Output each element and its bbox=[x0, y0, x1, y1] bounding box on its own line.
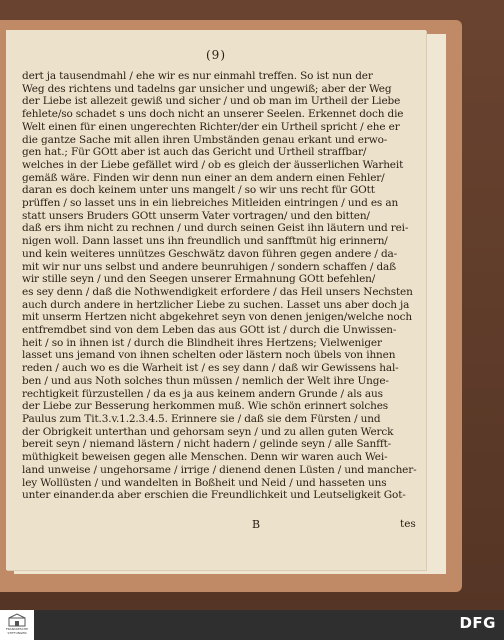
institution-logo[interactable] bbox=[0, 610, 34, 640]
text-line: lasset uns jemand von ihnen schelten oder lästern noch übels von ihnen bbox=[22, 349, 396, 362]
text-line: fehlete/so schadet s uns doch nicht an unserer Seelen. Erkennet doch die bbox=[22, 108, 404, 121]
text-line: gemäß wäre. Finden wir denn nun einer an dem andern einen Fehler/ bbox=[22, 171, 385, 184]
dfg-logo[interactable]: DFG bbox=[459, 614, 496, 632]
text-line: unter einander.da aber erschien die Freundlichkeit und Leutseligkeit Got- bbox=[22, 489, 406, 502]
text-line: müthigkeit beweisen gegen alle Menschen. Denn wir waren auch Wei- bbox=[22, 451, 388, 464]
text-line: der Obrigkeit unterthan und gehorsam seyn / und zu allen guten Werck bbox=[22, 425, 394, 438]
text-line: daß ers ihm nicht zu rechnen / und durch seinen Geist ihn läutern und rei- bbox=[22, 222, 409, 235]
foundation-logo-icon bbox=[8, 613, 26, 627]
text-line: statt unsers Bruders GOtt unserm Vater vortragen/ und den bitten/ bbox=[22, 209, 370, 222]
text-line: der Liebe zur Besserung herkommen muß. Wie schön erinnert solches bbox=[22, 400, 389, 413]
signature-mark: B bbox=[252, 518, 261, 531]
text-line: reden / auch wo es die Warheit ist / es sey dann / daß wir Gewissens hal- bbox=[22, 362, 399, 375]
text-line: bereit seyn / niemand lästern / nicht hadern / gelinde seyn / alle Sanfft- bbox=[22, 438, 392, 451]
text-line: land unweise / ungehorsame / irrige / dienend denen Lüsten / und mancher- bbox=[22, 463, 417, 476]
text-line: der Liebe ist allezeit gewiß und sicher / und ob man im Urtheil der Liebe bbox=[22, 95, 401, 108]
text-line: die gantze Sache mit allen ihren Umbständen genau erkant und erwo- bbox=[22, 133, 388, 146]
text-line: Weg des richtens und tadelns gar unsicher und ungewiß; aber der Weg bbox=[22, 82, 392, 95]
page-text-block bbox=[22, 70, 422, 502]
text-line: prüffen / so lasset uns in ein liebreiches Mitleiden eintringen / und es an bbox=[22, 197, 399, 210]
text-line: es sey denn / daß die Nothwendigkeit erfordere / das Heil unsers Nechsten bbox=[22, 285, 413, 298]
book-page bbox=[6, 30, 426, 570]
text-line: welches in der Liebe gefället wird / ob es gleich der äusserlichen Warheit bbox=[22, 158, 404, 171]
text-line: mit wir nur uns selbst und andere beunruhigen / sondern schaffen / daß bbox=[22, 260, 396, 273]
text-line: Paulus zum Tit.3.v.1.2.3.4.5. Erinnere sie / daß sie dem Fürsten / und bbox=[22, 412, 381, 425]
logo-caption: FRANCKESCHE STIFTUNGEN bbox=[5, 627, 29, 635]
text-line: daran es doch keinem unter uns mangelt / so wir uns recht für GOtt bbox=[22, 184, 375, 197]
text-line: mit unserm Hertzen nicht abgekehret seyn von denen jenigen/welche noch bbox=[22, 311, 412, 324]
catchword: tes bbox=[400, 518, 416, 530]
page-number-header: (9) bbox=[206, 48, 226, 62]
viewer-footer-bar bbox=[0, 610, 504, 640]
text-line: ben / und aus Noth solches thun müssen / nemlich der Welt ihre Unge- bbox=[22, 374, 389, 387]
text-line: ley Wollüsten / und wandelten in Boßheit und Neid / und hasseten uns bbox=[22, 476, 387, 489]
text-line: gen hat.; Für GOtt aber ist auch das Gericht und Urtheil straffbar/ bbox=[22, 146, 367, 159]
text-line: heit / so in ihnen ist / durch die Blindheit ihres Hertzens; Vielweniger bbox=[22, 336, 382, 349]
text-line: Welt einen für einen ungerechten Richter/der ein Urtheil spricht / ehe er bbox=[22, 120, 400, 133]
text-line: und kein weiteres unnützes Geschwätz davon führen gegen andere / da- bbox=[22, 247, 398, 260]
text-line: wir stille seyn / und den Seegen unserer Ermahnung GOtt befehlen/ bbox=[22, 273, 376, 286]
text-line: auch durch andere in hertzlicher Liebe zu suchen. Lasset uns aber doch ja bbox=[22, 298, 410, 311]
text-line: dert ja tausendmahl / ehe wir es nur einmahl treffen. So ist nun der bbox=[22, 70, 373, 82]
text-line: nigen woll. Dann lasset uns ihn freundlich und sanfftmüt hig erinnern/ bbox=[22, 235, 388, 248]
text-line: rechtigkeit fürzustellen / da es ja aus keinem andern Grunde / als aus bbox=[22, 387, 383, 400]
text-line: entfremdbet sind von dem Leben das aus GOtt ist / durch die Unwissen- bbox=[22, 324, 397, 337]
